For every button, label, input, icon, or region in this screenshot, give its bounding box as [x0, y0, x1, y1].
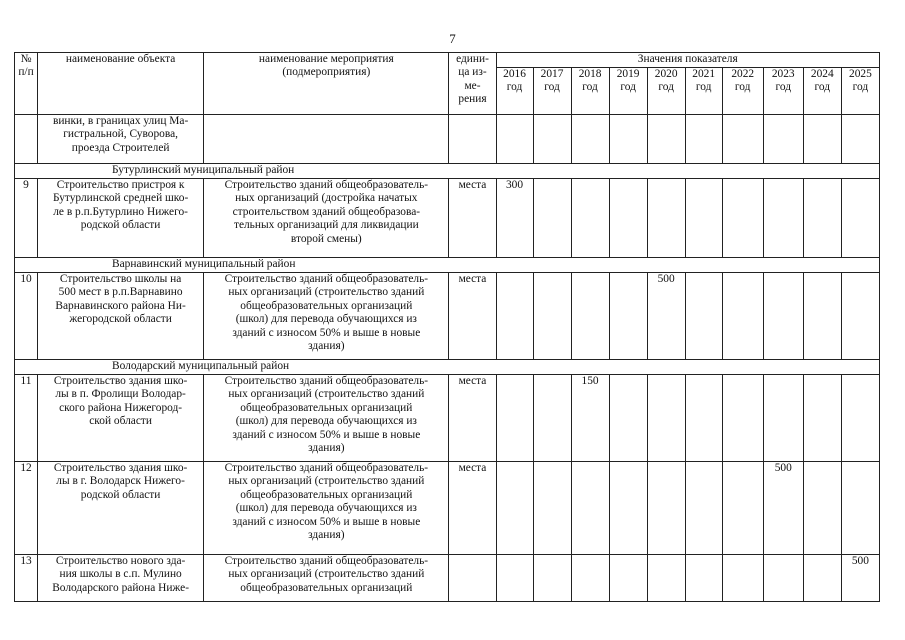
header-unit: едини- ца из- ме- рения [449, 53, 496, 115]
table-row [15, 375, 880, 462]
table-row [15, 115, 880, 164]
row-number: 11 [15, 375, 38, 462]
value-cell [647, 462, 685, 555]
row-number: 10 [15, 273, 38, 360]
header-year: 2025 год [841, 68, 879, 115]
value-cell [571, 179, 609, 258]
value-cell [841, 375, 879, 462]
row-number [15, 115, 38, 164]
value-cell [722, 115, 763, 164]
group-label: Бутурлинский муниципальный район [112, 164, 295, 176]
value-cell [533, 462, 571, 555]
value-cell [763, 273, 803, 360]
value-cell [571, 462, 609, 555]
value-cell [647, 179, 685, 258]
value-cell [685, 375, 722, 462]
measure-name: Строительство зданий общеобразователь- ных организаций (строительство зданий общеобразовательных организаций [204, 555, 449, 602]
value-cell [685, 115, 722, 164]
value-cell [496, 273, 533, 360]
group-row [15, 164, 880, 179]
unit-cell: места [449, 273, 496, 360]
group-label: Варнавинский муниципальный район [112, 258, 296, 270]
value-cell [496, 462, 533, 555]
page-number: 7 [449, 31, 456, 46]
value-cell [647, 555, 685, 602]
value-cell [533, 179, 571, 258]
value-cell [685, 555, 722, 602]
object-name: винки, в границах улиц Ма- гистральной, Суворова, проезда Строителей [38, 115, 204, 164]
row-number: 9 [15, 179, 38, 258]
value-cell [496, 375, 533, 462]
unit-cell: места [449, 179, 496, 258]
value-cell [571, 555, 609, 602]
value-cell: 500 [841, 555, 879, 602]
header-year: 2016 год [496, 68, 533, 115]
header-year: 2020 год [647, 68, 685, 115]
row-number: 12 [15, 462, 38, 555]
value-cell [647, 375, 685, 462]
unit-cell [449, 555, 496, 602]
header-year: 2024 год [803, 68, 841, 115]
indicator-table [14, 52, 880, 602]
value-cell [609, 273, 647, 360]
header-year: 2018 год [571, 68, 609, 115]
value-cell [803, 273, 841, 360]
value-cell [496, 555, 533, 602]
header-year: 2021 год [685, 68, 722, 115]
value-cell [496, 115, 533, 164]
object-name: Строительство школы на 500 мест в р.п.Варнавино Варнавинского района Ни- жегородской области [38, 273, 204, 360]
value-cell [803, 115, 841, 164]
table-row [15, 555, 880, 602]
value-cell [609, 179, 647, 258]
measure-name: Строительство зданий общеобразователь- ных организаций (строительство зданий общеобразовательных организаций (школ) для перевода обучающихся из зданий с износом 50% и выше в новые здания) [204, 375, 449, 462]
value-cell [841, 462, 879, 555]
value-cell [609, 555, 647, 602]
table-row [15, 273, 880, 360]
value-cell [763, 375, 803, 462]
value-cell [533, 273, 571, 360]
value-cell: 500 [647, 273, 685, 360]
value-cell [722, 179, 763, 258]
value-cell [722, 273, 763, 360]
measure-name [204, 115, 449, 164]
header-year: 2023 год [763, 68, 803, 115]
group-label: Володарский муниципальный район [112, 360, 290, 372]
value-cell [841, 273, 879, 360]
unit-cell [449, 115, 496, 164]
value-cell [803, 375, 841, 462]
value-cell [609, 462, 647, 555]
header-values-title: Значения показателя [496, 53, 880, 68]
row-number: 13 [15, 555, 38, 602]
object-name: Строительство нового зда- ния школы в с.п. Мулино Володарского района Ниже- [38, 555, 204, 602]
header-object: наименование объекта [38, 53, 204, 115]
value-cell [609, 115, 647, 164]
value-cell [571, 115, 609, 164]
header-year: 2017 год [533, 68, 571, 115]
unit-cell: места [449, 375, 496, 462]
value-cell [609, 375, 647, 462]
value-cell [722, 555, 763, 602]
value-cell [763, 555, 803, 602]
measure-name: Строительство зданий общеобразователь- ных организаций (достройка начатых строительством зданий общеобразова- тельных организаций для ликвидации второй смены) [204, 179, 449, 258]
table-row [15, 462, 880, 555]
group-row [15, 258, 880, 273]
object-name: Строительство здания шко- лы в г. Володарск Нижего- родской области [38, 462, 204, 555]
value-cell [685, 179, 722, 258]
value-cell [533, 555, 571, 602]
value-cell [571, 273, 609, 360]
object-name: Строительство здания шко- лы в п. Фролищи Володар- ского района Нижегород- ской области [38, 375, 204, 462]
measure-name: Строительство зданий общеобразователь- ных организаций (строительство зданий общеобразовательных организаций (школ) для перевода обучающихся из зданий с износом 50% и выше в новые здания) [204, 462, 449, 555]
value-cell: 300 [496, 179, 533, 258]
header-measure: наименование мероприятия (подмероприятия) [204, 53, 449, 115]
measure-name: Строительство зданий общеобразователь- ных организаций (строительство зданий общеобразовательных организаций (школ) для перевода обучающихся из зданий с износом 50% и выше в новые здания) [204, 273, 449, 360]
value-cell [803, 555, 841, 602]
value-cell [685, 273, 722, 360]
header-num: № п/п [15, 53, 38, 115]
value-cell [763, 179, 803, 258]
value-cell [647, 115, 685, 164]
value-cell: 150 [571, 375, 609, 462]
unit-cell: места [449, 462, 496, 555]
header-year: 2022 год [722, 68, 763, 115]
value-cell [533, 375, 571, 462]
value-cell [841, 179, 879, 258]
value-cell [803, 179, 841, 258]
value-cell: 500 [763, 462, 803, 555]
value-cell [841, 115, 879, 164]
object-name: Строительство пристроя к Бутурлинской средней шко- ле в р.п.Бутурлино Нижего- родской области [38, 179, 204, 258]
group-row [15, 360, 880, 375]
value-cell [722, 375, 763, 462]
value-cell [763, 115, 803, 164]
table-row [15, 179, 880, 258]
header-year: 2019 год [609, 68, 647, 115]
value-cell [533, 115, 571, 164]
value-cell [722, 462, 763, 555]
value-cell [685, 462, 722, 555]
value-cell [803, 462, 841, 555]
